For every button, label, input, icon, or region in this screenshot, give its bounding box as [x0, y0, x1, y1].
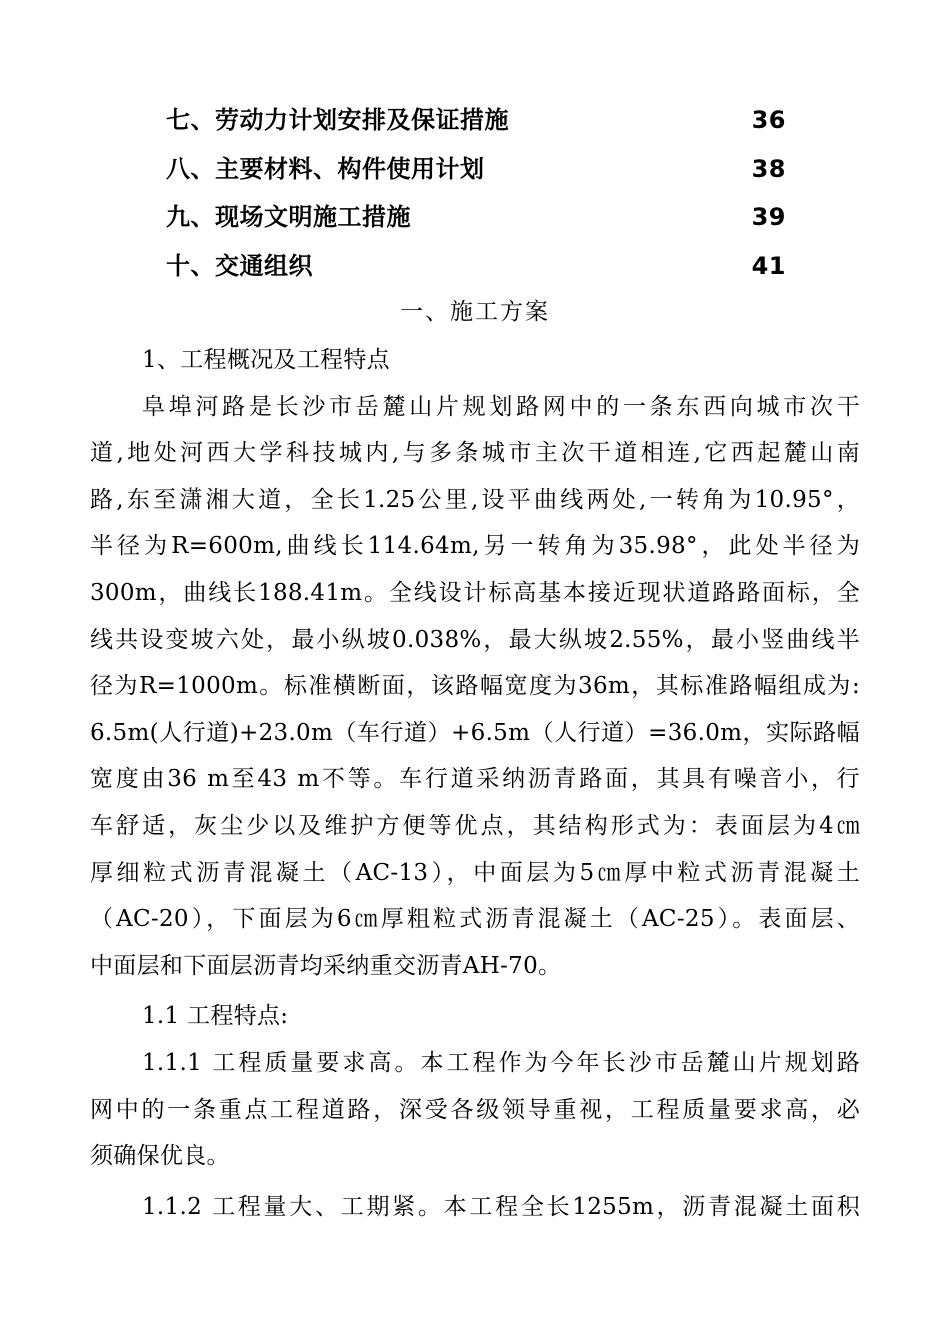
toc-entry[interactable] — [166, 100, 786, 149]
paragraph-line: 阜埠河路是长沙市岳麓山片规划路网中的一条东西向城市次干 — [142, 393, 860, 420]
table-of-contents — [166, 100, 786, 294]
toc-entry-page: 41 — [751, 251, 786, 280]
subsection-heading: 1、工程概况及工程特点 — [142, 347, 390, 373]
paragraph-line: 车舒适，灰尘少以及维护方便等优点，其结构形式为：表面层为4㎝ — [90, 812, 860, 839]
paragraph-line: 厚细粒式沥青混凝土（AC-13），中面层为5㎝厚中粒式沥青混凝土 — [90, 859, 860, 886]
section-title: 一、施工方案 — [400, 299, 550, 325]
toc-entry-title: 八、主要材料、构件使用计划 — [166, 154, 485, 183]
toc-entry-page: 36 — [751, 106, 786, 134]
paragraph-line: 线共设变坡六处，最小纵坡0.038%，最大纵坡2.55%，最小竖曲线半 — [90, 626, 860, 653]
paragraph-line: 网中的一条重点工程道路，深受各级领导重视，工程质量要求高，必 — [90, 1096, 860, 1123]
toc-entry-title: 九、现场文明施工措施 — [166, 203, 411, 231]
toc-entry[interactable] — [166, 197, 786, 246]
subsection-heading: 1.1 工程特点: — [142, 1003, 289, 1030]
paragraph-line: 300m，曲线长188.41m。全线设计标高基本接近现状道路路面标，全 — [90, 579, 860, 606]
toc-entry-title: 七、劳动力计划安排及保证措施 — [166, 106, 509, 134]
paragraph-line: 宽度由36 m至43 m不等。车行道采纳沥青路面，其具有噪音小，行 — [90, 766, 860, 793]
paragraph-line: 径为R=1000m。标准横断面，该路幅宽度为36m，其标准路幅组成为: — [90, 673, 860, 700]
toc-entry[interactable] — [166, 246, 786, 295]
paragraph-line: 须确保优良。 — [90, 1143, 230, 1170]
paragraph-line: 道,地处河西大学科技城内,与多条城市主次干道相连,它西起麓山南 — [90, 440, 860, 467]
document-body — [90, 340, 860, 1233]
paragraph-line: 1.1.2 工程量大、工期紧。本工程全长1255m，沥青混凝土面积 — [142, 1193, 860, 1220]
paragraph-line: （AC-20），下面层为6㎝厚粗粒式沥青混凝土（AC-25）。表面层、 — [90, 906, 860, 933]
paragraph-line: 1.1.1 工程质量要求高。本工程作为今年长沙市岳麓山片规划路 — [142, 1049, 860, 1076]
toc-entry-page: 38 — [751, 154, 786, 183]
paragraph-line: 半径为R=600m,曲线长114.64m,另一转角为35.98°，此处半径为 — [90, 533, 860, 560]
toc-entry[interactable] — [166, 149, 786, 198]
paragraph-line: 中面层和下面层沥青均采纳重交沥青AH-70。 — [90, 952, 562, 979]
toc-entry-page: 39 — [751, 203, 786, 231]
paragraph-line: 6.5m(人行道)+23.0m（车行道）+6.5m（人行道）=36.0m，实际路幅 — [90, 719, 860, 746]
toc-entry-title: 十、交通组织 — [166, 251, 313, 280]
paragraph-line: 路,东至潇湘大道，全长1.25公里,设平曲线两处,一转角为10.95°， — [90, 486, 860, 513]
